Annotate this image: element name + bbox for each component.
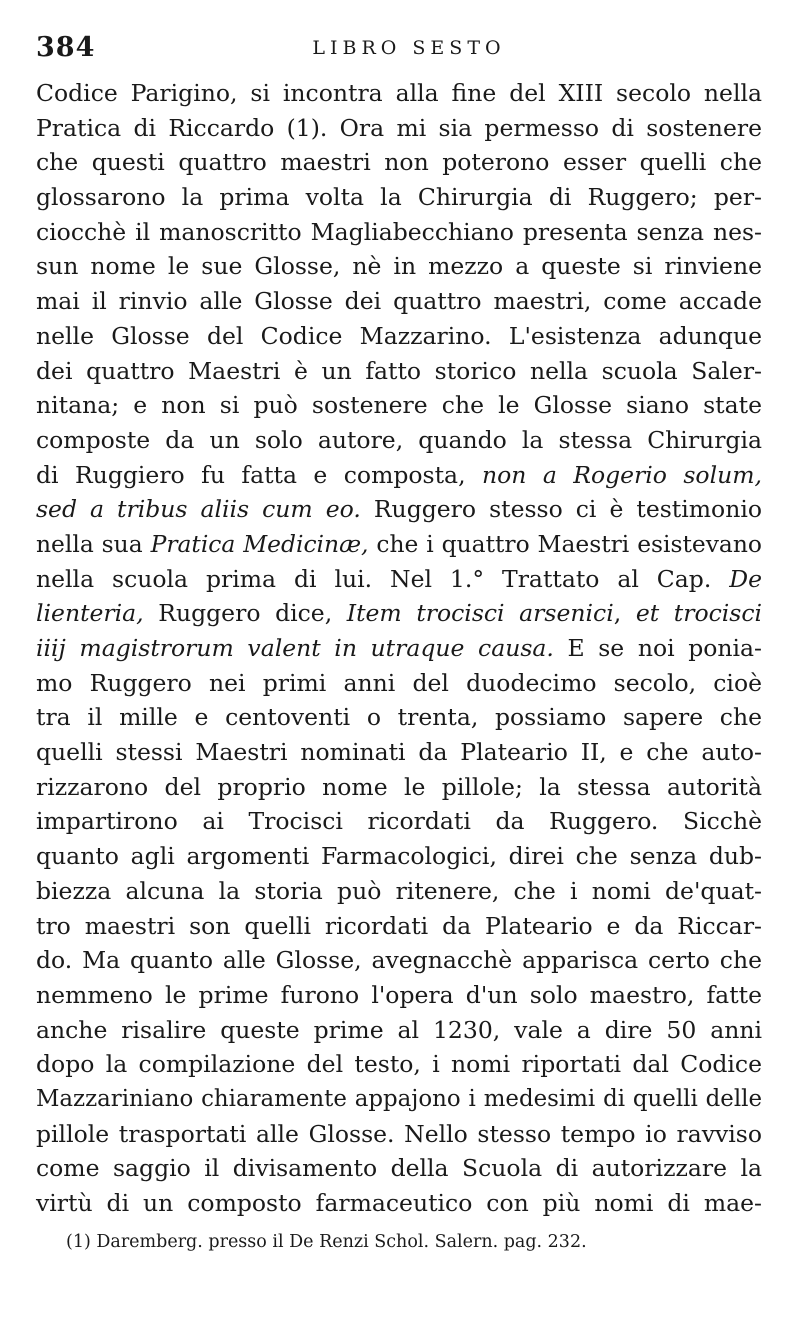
text-segment: Pratica di Riccardo (1). Ora mi sia permesso di sostenere: [36, 113, 762, 142]
text-line: [36, 666, 762, 701]
text-segment: dopo la compilazione del testo, i nomi riportati dal Codice: [36, 1050, 762, 1079]
text-line: [36, 249, 762, 284]
italic-text: sed a tribus aliis cum eo.: [36, 495, 361, 524]
text-line: [36, 180, 762, 215]
text-segment: tro maestri son quelli ricordati da Plateario e da Riccar-: [36, 911, 762, 940]
text-line: [36, 354, 762, 389]
text-line: [36, 596, 762, 631]
text-segment: nemmeno le prime furono l'opera d'un solo maestro, fatte: [36, 980, 762, 1009]
text-segment: ,: [613, 599, 636, 628]
book-page: [36, 28, 762, 1298]
text-line: [36, 943, 762, 978]
running-head: [36, 28, 762, 66]
text-segment: rizzarono del proprio nome le pillole; la stessa autorità: [36, 772, 762, 801]
running-title: LIBRO SESTO: [312, 37, 506, 59]
text-line: [36, 770, 762, 805]
text-segment: glossarono la prima volta la Chirurgia di Ruggero; per-: [36, 183, 762, 212]
italic-text: De: [729, 564, 762, 593]
text-segment: mai il rinvio alle Glosse dei quattro maestri, come accade: [36, 287, 762, 316]
italic-text: non a Rogerio solum,: [481, 460, 762, 489]
text-segment: Codice Parigino, si incontra alla fine del XIII secolo nella: [36, 79, 762, 107]
text-line: [36, 735, 762, 770]
text-line: [36, 492, 762, 527]
text-line: [36, 388, 762, 423]
italic-text: Item trocisci arsenici: [346, 599, 614, 628]
text-segment: quanto agli argomenti Farmacologici, direi che senza dub-: [36, 842, 762, 871]
text-segment: pillole trasportati alle Glosse. Nello stesso tempo io ravviso: [36, 1119, 762, 1148]
italic-text: lienteria,: [36, 599, 144, 628]
text-line: [36, 978, 762, 1013]
text-line: [36, 839, 762, 874]
italic-text: Pratica Medicinæ,: [150, 529, 369, 558]
text-segment: E se noi ponia-: [553, 634, 762, 662]
text-line: [36, 215, 762, 250]
text-segment: di Ruggiero fu fatta e composta,: [36, 460, 482, 489]
text-line: [36, 909, 762, 944]
text-line: [36, 874, 762, 909]
text-segment: nelle Glosse del Codice Mazzarino. L'esistenza adunque: [36, 321, 762, 350]
text-segment: biezza alcuna la storia può ritenere, che i nomi de'quat-: [36, 876, 762, 905]
text-segment: nella scuola prima di lui. Nel 1.° Trattato al Cap.: [36, 564, 730, 593]
text-segment: come saggio il divisamento della Scuola di autorizzare la: [36, 1154, 762, 1183]
text-segment: dei quattro Maestri è un fatto storico nella scuola Saler-: [36, 356, 762, 385]
text-line: [36, 423, 762, 458]
italic-text: et trocisci: [635, 599, 763, 628]
text-line: [36, 284, 762, 319]
text-line: [36, 319, 762, 354]
text-line: [36, 1013, 762, 1048]
text-segment: anche risalire queste prime al 1230, vale a dire 50 anni: [36, 1015, 762, 1044]
text-segment: Ruggero dice,: [143, 599, 347, 628]
text-segment: ciocchè il manoscritto Magliabecchiano presenta senza nes-: [36, 217, 762, 246]
text-line: [36, 458, 762, 493]
text-segment: impartirono ai Trocisci ricordati da Ruggero. Sicchè: [36, 807, 762, 836]
text-segment: mo Ruggero nei primi anni del duodecimo secolo, cioè: [36, 668, 762, 697]
text-line: [36, 76, 762, 111]
text-segment: che i quattro Maestri esistevano: [368, 529, 762, 558]
text-line: [36, 1047, 762, 1082]
text-segment: Ruggero stesso ci è testimonio: [360, 495, 762, 524]
text-line: [36, 700, 762, 735]
text-segment: tra il mille e centoventi o trenta, possiamo sapere che: [36, 703, 762, 732]
text-line: [36, 1186, 762, 1221]
text-segment: Mazzariniano chiaramente appajono i medesimi di quelli delle: [36, 1085, 762, 1112]
text-line: [36, 562, 762, 597]
text-segment: virtù di un composto farmaceutico con più nomi di mae-: [36, 1189, 762, 1217]
italic-text: iiij magistrorum valent in utraque causa.: [36, 634, 554, 662]
footnote: (1) Daremberg. presso il De Renzi Schol. Salern. pag. 232.: [66, 1232, 587, 1252]
text-line: [36, 527, 762, 562]
text-segment: che questi quattro maestri non poterono esser quelli che: [36, 148, 762, 177]
text-segment: nitana; e non si può sostenere che le Glosse siano state: [36, 391, 762, 420]
body-text: [36, 76, 762, 1221]
text-segment: nella sua: [36, 529, 151, 558]
text-segment: do. Ma quanto alle Glosse, avegnacchè apparisca certo che: [36, 946, 762, 975]
text-line: [36, 111, 762, 146]
text-line: [36, 1117, 762, 1152]
text-segment: composte da un solo autore, quando la stessa Chirurgia: [36, 425, 762, 454]
text-segment: quelli stessi Maestri nominati da Plateario II, e che auto-: [36, 738, 762, 767]
page-number: 384: [36, 32, 96, 63]
text-segment: sun nome le sue Glosse, nè in mezzo a queste si rinviene: [36, 252, 762, 281]
text-line: [36, 145, 762, 180]
text-line: [36, 1151, 762, 1186]
text-line: [36, 804, 762, 839]
text-line: [36, 631, 762, 666]
text-line: [36, 1082, 762, 1117]
